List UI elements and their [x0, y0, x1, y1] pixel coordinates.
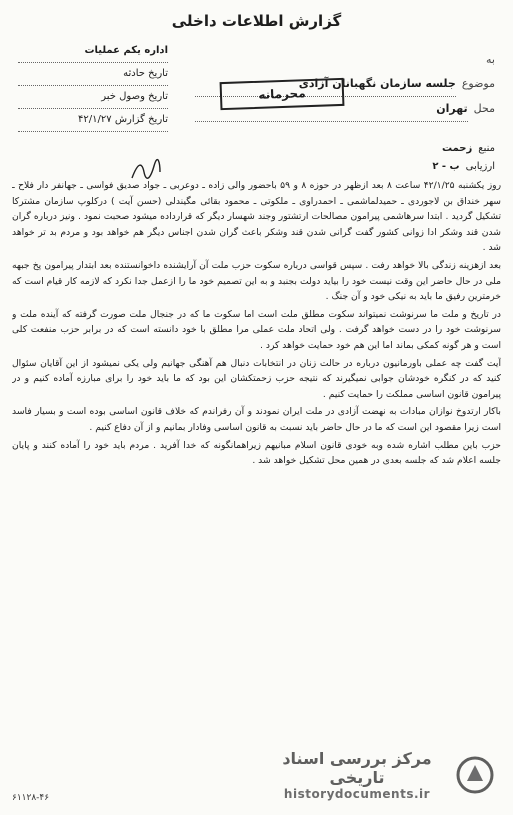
body-paragraph: باکار ارتدوخ نوازان مبادات به نهضت آزادی در ملت ایران نمودند و آن رفراندم که خلاف قانون اساسی بوده است و بسیار فاسد است زیرا مقصود این است که ما در حال حاضر باید نسبت به قانون اساسی وفادار بمانیم و از آن دفاع کنیم .	[12, 406, 501, 433]
body-paragraph: آیت گفت چه عملی باورمانیون درباره در حالت زنان در انتخابات دنبال هم آهنگی جهانیم ولی یکی نمیشود از این آقایان سئوال کنید که در کنگره خودشان جوابی نمیگیرند که نتیجه حزب زحمتکشان این بود که ما باید خود را برای مبارزه آماده کنیم و در پیرامون قانون اساسی مملکت را حمایت کنیم .	[12, 357, 501, 400]
to-label-row	[195, 48, 495, 72]
report-date-value: ۴۲/۱/۲۷	[78, 114, 112, 125]
to-row	[18, 40, 168, 63]
received-date-row	[18, 86, 168, 109]
body-paragraph: روز یکشنبه ۴۲/۱/۲۵ ساعت ۸ بعد ازظهر در حوزه ۸ و ۵۹ باحضور والی زاده ـ دوعربی ـ جواد صدیق فواسی ـ جهانفر دار فلاح ـ سهر خنداق بن لاجوردی ـ حمیدلماشمی ـ احمدراوی ـ ملکوتی ـ محمود بقائی مگیندلی (حسن آیت ) درکلوپ سازمان مشترکا تشکیل گردید . ابتدا سرهاشمی پیرامون مصالحات ارتشتور وجند شهسار دیگر که قرارداده میشود صحبت نمود . ونیز درباره گران شدن قند وشکر ادا زوانی کشور گفت گرانی شدن قند وشکر باعث گران شدن اجناس دیگر هم خواهد بود و مردم بد تر خواهد شد .	[12, 180, 501, 254]
source-label: منبع	[478, 143, 495, 154]
report-date-row	[18, 109, 168, 132]
body-paragraph: در تاریخ و ملت ما سرنوشت نمیتواند سکوت مطلق ملت است اما سکوت ما که در جنجال ملت صورت گرفته که آینده ملت و سرنوشت خود را در دست خواهد گرفت . ولی اتحاد ملت عملی مرا مطلق با خود دانسته است که در برابر حزب منفعت کلی است و هر گونه کمکی بماند اما این هم خود حمایت خواهد کرد .	[12, 308, 501, 351]
watermark-title: مرکز بررسی اسناد تاریخی	[282, 749, 432, 787]
classification-stamp: محرمانه	[220, 78, 345, 110]
watermark-url: historydocuments.ir	[283, 787, 431, 801]
subject-value: جلسه سازمان نگهبانان آزادی	[195, 72, 456, 97]
body-paragraph: بعد ازهزینه زندگی بالا خواهد رفت . سپس قواسی درباره سکوت حزب ملت آن آرایشنده داخوانستنده بعد ابتدار پیرامون پخ جبهه ملی در حال حاضر این وقت نیست خود را بیاید دولت بجنبد و به این تصمیم خود ما را ازعمل جدا نکرد که لازمه کار قیام است که خرمترین رفیق ما باید به نیکی خود و آن جنگ .	[12, 259, 501, 303]
to-value: اداره یکم عملیات	[84, 45, 168, 56]
source-value: زحمت	[442, 143, 473, 154]
document-number: ۶۱۱۲۸-۴۶	[12, 793, 50, 803]
source-meta	[285, 140, 495, 176]
archive-watermark	[265, 747, 495, 803]
place-label: محل	[473, 102, 495, 115]
incident-date-row	[18, 63, 168, 86]
incident-date-label: تاریخ حادثه	[123, 68, 168, 79]
body-paragraph: حزب باین مطلب اشاره شده وبه خودی قانون اسلام مبانیهم زیراهمانگونه که خدا آفرید . مردم باید خود را آماده کنند و پایان جلسه اعلام شد که جلسه بعدی در همین محل تشکیل خواهد شد .	[12, 439, 501, 467]
received-date-label: تاریخ وصول خبر	[101, 91, 168, 102]
evaluation-label: ارزیابی	[465, 161, 495, 172]
report-date-label: تاریخ گزارش	[114, 114, 168, 125]
report-body	[12, 178, 501, 768]
place-value: تهران	[195, 97, 468, 122]
evaluation-value: ب - ۲	[432, 161, 460, 172]
subject-label: موضوع	[461, 77, 495, 90]
watermark-text	[265, 749, 449, 801]
to-label: به	[486, 53, 495, 66]
report-title: گزارش اطلاعات داخلی	[171, 12, 342, 30]
archive-logo-icon	[455, 755, 495, 795]
addressing-block	[18, 40, 168, 132]
source-row	[285, 140, 495, 158]
evaluation-row	[285, 158, 495, 176]
